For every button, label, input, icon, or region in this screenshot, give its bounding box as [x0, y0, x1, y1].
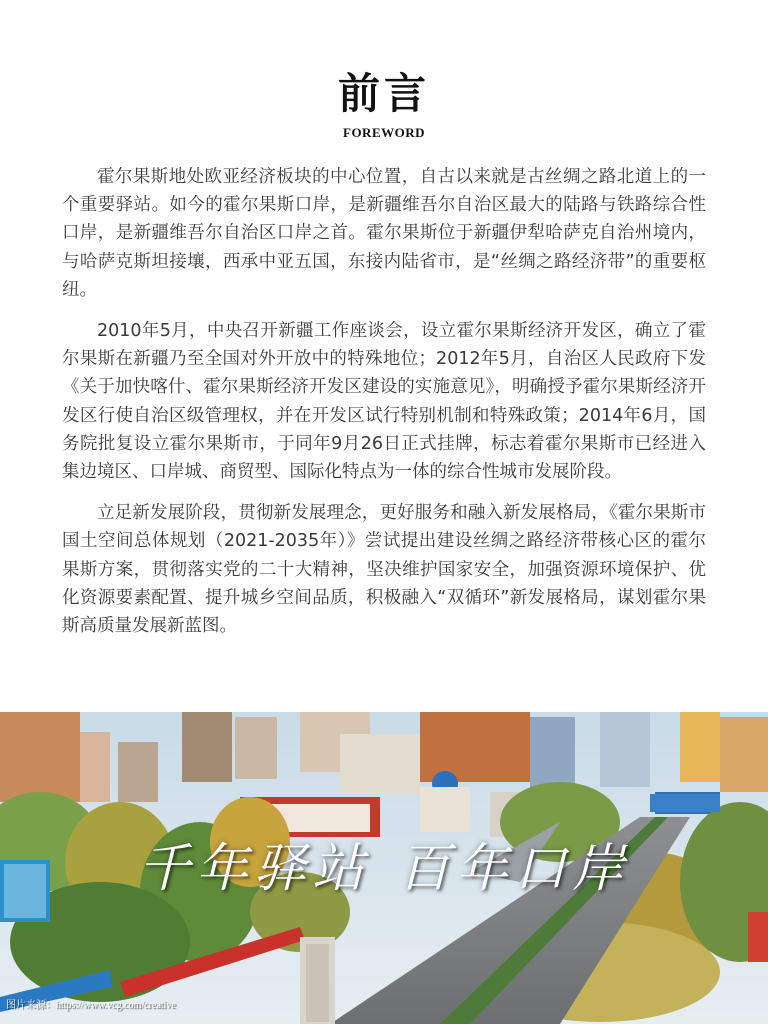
page-title: 前言 — [337, 69, 430, 118]
paragraph-2: 2010年5月，中央召开新疆工作座谈会，设立霍尔果斯经济开发区，确立了霍尔果斯在新疆乃至全国对外开放中的特殊地位；2012年5月，自治区人民政府下发《关于加快喀什、霍尔果斯经济开发区建设的实施意见》，明确授予霍尔果斯经济开发区行使自治区级管理权，并在开发区试行特别机制和特殊政策；2014年6月，国务院批复设立霍尔果斯市，于同年9月26日正式挂牌，标志着霍尔果斯市已经进入集边境区、口岸城、商贸型、国际化特点为一体的综合性城市发展阶段。 — [62, 321, 706, 483]
page-subtitle: FOREWORD — [343, 125, 425, 140]
slogan-left: 千年驿站 — [137, 839, 370, 899]
paragraph-3: 立足新发展阶段，贯彻新发展理念，更好服务和融入新发展格局，《霍尔果斯市国土空间总体规划（2021-2035年）》尝试提出建设丝绸之路经济带核心区的霍尔果斯方案，贯彻落实党的二十大精神，坚决维护国家安全，加强资源环境保护、优化资源要素配置、提升城乡空间品质，积极融入“双循环”新发展格局，谋划霍尔果斯高质量发展新蓝图。 — [62, 503, 706, 637]
image-credit: 图片来源：https://www.vcg.com/creative — [6, 1000, 176, 1011]
foreword-body — [62, 163, 706, 653]
slogan — [0, 826, 768, 901]
slogan-right: 百年口岸 — [398, 839, 631, 899]
paragraph-1: 霍尔果斯地处欧亚经济板块的中心位置，自古以来就是古丝绸之路北道上的一个重要驿站。如今的霍尔果斯口岸，是新疆维吾尔自治区最大的陆路与铁路综合性口岸，是新疆维吾尔自治区口岸之首。霍尔果斯位于新疆伊犁哈萨克自治州境内，与哈萨克斯坦接壤，西承中亚五国，东接内陆省市，是“丝绸之路经济带”的重要枢纽。 — [62, 167, 706, 300]
